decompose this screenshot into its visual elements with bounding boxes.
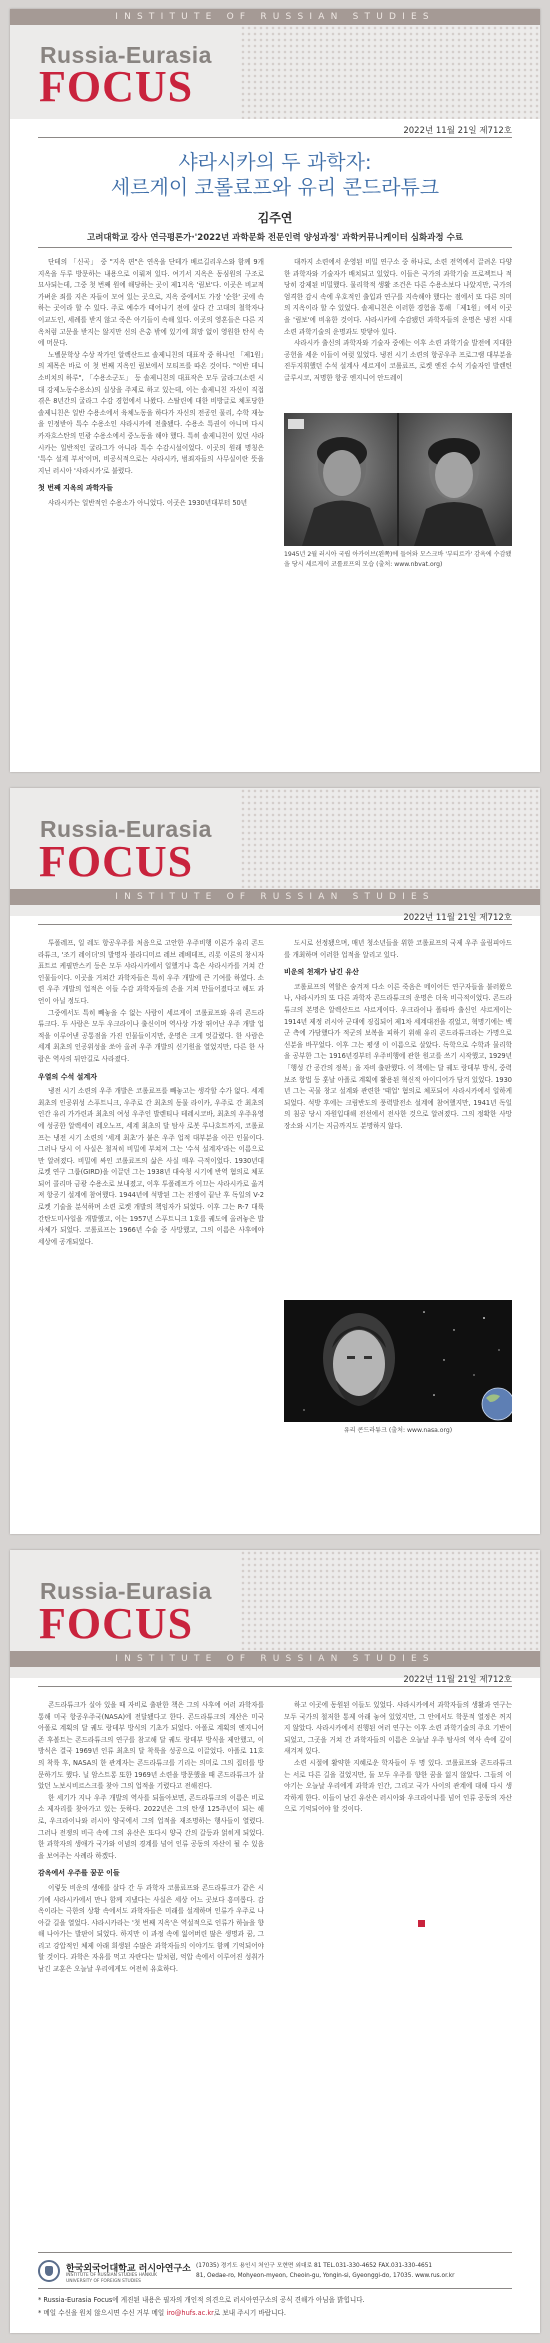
brand-russia-eurasia: Russia-Eurasia xyxy=(40,42,212,68)
section-heading: 감옥에서 우주를 꿈꾼 이들 xyxy=(38,1869,120,1878)
author-name: 김주연 xyxy=(257,211,293,225)
body-column-left xyxy=(38,257,264,755)
brand-focus: FOCUS xyxy=(39,62,194,111)
section-heading: 첫 번째 지옥의 과학자들 xyxy=(38,484,113,493)
institute-name: 한국외국어대학교 러시아연구소 xyxy=(66,2264,191,2274)
rule xyxy=(38,2288,512,2289)
paragraph: 하고 이곳에 동원된 이들도 있었다. 샤라시카에서 과학자들의 생활과 연구는 모두 국가의 철저한 통제 아래 놓여 있었지만, 그 안에서도 학문적 열정은 꺼지지 않았다. 샤라시카에서 진행된 여러 연구는 이후 소련 과학기술의 주요 기반이 되었고, 그곳을 거쳐 간 과학자들의 이름은 오늘날 우주 탐사의 역사 속에 깊이 새겨져 있다. xyxy=(284,1701,512,1756)
brand-focus: FOCUS xyxy=(39,1599,194,1648)
paragraph: 이렇듯 비운의 생애를 살다 간 두 과학자 코롤료프와 콘드라튜크가 같은 시기에 샤라시카에서 만나 함께 지냈다는 사실은 세상 어느 곳보다 흥미롭다. 감옥이라는 극한의 상황 속에서도 과학자들은 미래를 설계하며 인류가 우주로 나아갈 길을 열었다. 샤라시카라는 '첫 번째 지옥'은 역설적으로 인류가 하늘을 향해 나아가는 발판이 되었다. 하지만 이 과정 속에 잃어버린 많은 생명과 꿈, 그리고 강압적인 체제 아래 희생된 수많은 과학자들의 이야기도 함께 기억되어야 할 것이다. 과학은 자유를 먹고 자란다는 말처럼, 억압 속에서 이루어진 성취가 남긴 교훈은 오늘날 우리에게도 여전히 유효하다. xyxy=(38,1883,264,1974)
space-portrait-image xyxy=(284,1300,512,1422)
page-1 xyxy=(10,9,540,772)
paragraph: 도시로 선정됐으며, 매년 청소년들을 위한 코롤료프의 국제 우주 올림피아드를 개최하며 이러한 업적을 알리고 있다. xyxy=(284,939,512,959)
masthead-band: INSTITUTE OF RUSSIAN STUDIES xyxy=(10,1651,540,1667)
article-title-line2: 세르게이 코롤료프와 유리 콘드라튜크 xyxy=(110,175,440,199)
paragraph: 샤라시카 출신의 과학자와 기술자 중에는 이후 소련 과학기술 발전에 지대한 공헌을 세운 이들이 여럿 있었다. 냉전 시기 소련의 항공우주 프로그램 대부분을 진두지휘했던 수석 설계사 세르게이 코롤료프, 로켓 엔진 수석 기술자인 발렌틴 글루시코, 저명한 항공 엔지니어 안드레이 xyxy=(284,339,512,382)
page-3 xyxy=(10,1550,540,2333)
university-logo-icon xyxy=(38,2260,60,2282)
issue-date: 2022년 11월 21일 제712호 xyxy=(403,1675,512,1685)
unsubscribe-note xyxy=(38,2307,286,2317)
figure-caption: 유리 콘드라튜크 (출처: www.nasa.org) xyxy=(343,1427,453,1434)
body-column-right xyxy=(284,1700,512,1920)
rule xyxy=(38,1686,512,1687)
end-mark xyxy=(418,1920,425,1927)
paragraph: 투폴레프, 일 레도 항공우주를 처음으로 고안한 우주비행 이론가 유리 콘드라튜크, '조기 레이더'의 발명자 블라디미르 레브 레베데프, 리롯 이론의 창시자 표트르 케필만스키 등은 모두 샤라시카에서 일했거나 혹은 샤라시카를 거쳐 간 인물들이다. 이곳을 거쳐간 과학자들은 특히 우주 개발에 큰 기여를 하였다. 소련 우주 개발의 업적은 이들 수감 과학자들의 손을 거쳐 만들어졌다고 해도 과언이 아닐 정도다. xyxy=(38,939,264,1005)
unsubscribe-text-end: 로 보내 주시기 바랍니다. xyxy=(213,2309,286,2317)
masthead xyxy=(10,788,540,916)
page-2 xyxy=(10,788,540,1534)
world-map-dots xyxy=(240,25,540,119)
world-map-dots xyxy=(240,788,540,888)
brand-russia-eurasia: Russia-Eurasia xyxy=(40,816,212,842)
paragraph: 냉전 시기 소련의 우주 개발은 코롤료프를 빼놓고는 생각할 수가 없다. 세계 최초의 인공위성 스푸트니크, 우주로 간 최초의 동물 라이카, 우주로 간 최초의 인간 유리 가가린과 최초의 여성 우주인 발렌티나 테레시코바, 최초의 우주유영에 성공한 알렉세이 레오노프, 세계 최초의 달 탐사 로봇 루나호트까지, 코롤료프는 냉전 시기 소련의 '세계 최초'가 붙은 우주 업적 대부분을 이끈 인물이다. 그러나 당시 이 사실은 철저히 비밀에 부쳐져 그는 '수석 설계자'라는 이름으로만 알려졌다. 비밀에 싸인 코롤료프의 삶은 사실 매우 극적이었다. 1930년대 로켓 연구 그룹(GIRD)을 이끌던 그는 1938년 대숙청 시기에 반역 혐의로 체포되어 콜리마 금광 수용소로 보내졌고, 이후 투폴레프가 이끄는 샤라시카로 옮겨져 항공기 설계에 참여했다. 1944년에 석방된 그는 전쟁이 끝난 후 독일의 V-2 로켓 기술을 분석하며 소련 로켓 개발의 책임자가 되었다. 이후 그는 R-7 대륙간탄도미사일을 개발했고, 이는 1957년 스푸트니크 1호를 궤도에 올려놓은 발사체가 되었다. 코롤료프는 1966년 수술 중 사망했고, 그의 이름은 사후에야 세상에 공개되었다. xyxy=(38,1087,264,1246)
rule xyxy=(38,2252,512,2253)
address-ko: (17035) 경기도 용인시 처인구 모현면 외대로 81 TEL.031-330-4652 FAX.031-330-4651 xyxy=(196,2263,433,2269)
brand-focus: FOCUS xyxy=(39,837,194,886)
paragraph: 샤라시카는 일반적인 수용소가 아니었다. 이곳은 1930년대부터 50년 xyxy=(48,498,248,507)
paragraph: 노벨문학상 수상 작가인 알렉산드르 솔제니친의 대표작 중 하나인 「제1원」의 제목은 바로 이 첫 번째 지옥인 림보에서 모티프를 따온 것이다. "이반 데니소비치의 하루", 「수용소군도」 등 솔제니친의 대표작은 모두 굴라그(소련 시대 강제노동수용소)의 실상을 주제로 하고 있는데, 이는 솔제니친 자신이 직접 겪은 8년간의 굴라그 수감 경험에서 나왔다. 스탈린에 대한 비방글로 체포당한 솔제니친은 일반 수용소에서 육체노동을 하다가 자신의 전공인 물리, 수학 재능을 인정받아 특수 수용소인 샤라시카에 전출됐다. 수용소 특권이 아니며 다시 카자흐스탄의 민광 수용소에서 중노동을 해야 했다. 특히 솔제니친이 있던 샤라시카는 일반적인 굴라그가 아니라 특수 수감시설이었다. 이곳의 원래 명칭은 '특수 설계 부서'이며, 비공식적으로는 샤라시카, 범죄자들의 사무실이란 뜻을 지닌 러시아 '샤라시카'로 불렸다. xyxy=(38,350,264,475)
paragraph: 대까지 소련에서 운영된 비밀 연구소 중 하나로, 소련 전역에서 끌려온 다양한 과학자와 기술자가 배치되고 있었다. 이들은 국가의 과학기술 프로젝트나 적당히 강제된 비밀했다. 물리학적 생활 조건은 다른 수용소보다 나았지만, 국가의 엄격한 감시 속에 우호적인 출입과 연구를 지속해야 했다는 점에서 또 다른 의미의 지옥이라 할 수 있었다. 솔제니친은 이러한 경험을 통해 「제1원」에서 이곳을 '림보'에 비유한 것이다. 샤라시카에 수감됐던 과학자들의 운명은 냉전 시대 소련 과학기술의 운명과도 맞닿아 있다. xyxy=(284,258,512,336)
issue-date: 2022년 11월 21일 제712호 xyxy=(403,913,512,923)
disclaimer-note: * Russia-Eurasia Focus에 게진된 내용은 필자의 개인적 의견으로 러시아연구소의 공식 견해가 아님을 밝힙니다. xyxy=(38,2296,365,2304)
address-en: 81, Oedae-ro, Mohyeon-myeon, Cheoin-gu, Yongin-si, Gyeonggi-do, 17035. www.rus.or.kr xyxy=(196,2273,455,2279)
section-heading: 우열의 수석 설계자 xyxy=(38,1072,97,1081)
rule xyxy=(38,924,512,925)
author-affiliation: 고려대학교 강사 연극평론가·'2022년 과학문화 전문인력 양성과정' 과학커뮤니케이터 심화과정 수료 xyxy=(87,233,463,243)
body-column-left xyxy=(38,1700,264,2245)
paragraph: 코롤료프의 역할은 숨겨져 다소 이른 죽음은 메이어든 연구자들을 불러왔으나, 샤라시카의 또 다른 과학자 콘드라튜크의 운명은 더욱 비극적이었다. 콘드라튜크의 본명은 알렉산드르 샤르게이다. 우크라이나 폴타바 출신인 샤르게이는 1914년 제정 러시아 군대에 징집되어 제1차 세계대전을 겪었고, 혁명기에는 백군 측에 가담했다가 적군의 보복을 피하기 위해 유리 콘드라튜크라는 가명으로 신분을 바꾸었다. 이후 그는 평생 이 이름으로 살았다. 독학으로 수학과 물리학을 공부한 그는 1916년경부터 우주비행에 관한 원고를 쓰기 시작했고, 1929년 「행성 간 공간의 정복」을 자비 출판했다. 이 책에는 달 궤도 랑데부 방식, 중력 보조 항법 등 훗날 아폴로 계획에 활용된 혁신적 아이디어가 담겨 있었다. 1930년 그는 곡물 창고 설계와 관련한 '태업' 혐의로 체포되어 샤라시카에서 일하게 되었다. 석방 후에는 크림반도의 풍력발전소 설계에 참여했지만, 1941년 독일의 침공 당시 자원입대해 전선에서 전사한 것으로 알려졌다. 그의 정확한 사망 장소와 시기는 지금까지도 분명하지 않다. xyxy=(284,982,512,1130)
masthead-band: INSTITUTE OF RUSSIAN STUDIES xyxy=(10,889,540,905)
kondratyuk-space-illustration xyxy=(284,1300,512,1422)
rule xyxy=(38,247,512,248)
paragraph: 그중에서도 특히 빼놓을 수 없는 사람이 세르게이 코롤료프와 유리 콘드라튜크다. 두 사람은 모두 우크라이나 출신이며 역사상 가장 뛰어난 우주 개발 업적을 이루어낸 공통점을 가진 인물들이지만, 운명은 크게 엇갈렸다. 한 사람은 세계 최초의 인공위성을 쏘아 올려 우주 개발의 신기원을 열었지만, 다른 한 사람은 역사의 뒤안길로 사라졌다. xyxy=(38,1008,264,1063)
masthead-band: INSTITUTE OF RUSSIAN STUDIES xyxy=(10,9,540,25)
rule xyxy=(38,137,512,138)
paragraph: 한 세기가 지나 우주 개발의 역사를 되돌아보면, 콘드라튜크의 이름은 비로소 제자리를 찾아가고 있는 듯하다. 2022년은 그의 탄생 125주년이 되는 해로, 우크라이나와 러시아 양국에서 그의 업적을 재조명하는 행사들이 열렸다. 그러나 전쟁의 비극 속에 그의 유산은 또다시 양국 간의 갈등과 얽히게 되었다. 한 과학자의 생애가 국가와 이념의 경계를 넘어 인류 공동의 자산이 될 수 있음을 보여주는 사례라 하겠다. xyxy=(38,1793,264,1860)
paragraph: 단테의 「신곡」 중 "지옥 편"은 연옥을 단테가 베르길리우스와 함께 9개 지옥을 두루 방문하는 내용으로 이뤄져 있다. 여기서 지옥은 동심원의 구조로 묘사되는데, 그중 첫 번째 원에 해당하는 곳이 제1지옥 '림보'다. 이곳은 비교적 가벼운 죄를 지은 자들이 모여 있는 곳으로, 지옥 중에서도 가장 '순한' 곳에 속하는 곳이라 할 수 있다. 주로 예수가 태어나기 전에 살다 간 고대의 철학자나 이교도인, 세례를 받지 않고 죽은 아기들이 속해 있다. 이곳의 영혼들은 다른 지옥처럼 고문을 받지는 않지만 신의 은총 밖에 있기에 희망 없이 영원한 탄식 속에 머문다. xyxy=(38,258,264,348)
unsubscribe-text: * 메일 수신을 원치 않으시면 수신 거부 메일 xyxy=(38,2309,167,2317)
masthead xyxy=(10,9,540,119)
paragraph: 소련 시절에 활약한 지혜로운 학자들이 두 명 있다. 코롤료프와 콘드라튜크는 서로 다른 길을 걸었지만, 둘 모두 우주를 향한 꿈을 잃지 않았다. 그들의 이야기는 오늘날 우리에게 과학과 인간, 그리고 국가 사이의 관계에 대해 다시 생각하게 한다. 이들이 남긴 유산은 러시아와 우크라이나를 넘어 인류 공동의 자산으로 기억되어야 할 것이다. xyxy=(284,1758,512,1814)
article-title-line1: 샤라시카의 두 과학자: xyxy=(178,150,372,174)
institute-name-en: INSTITUTE OF RUSSIAN STUDIES HANKUK UNIVERSITY OF FOREIGN STUDIES xyxy=(66,2273,158,2284)
body-column-left xyxy=(38,938,264,1523)
masthead xyxy=(10,1550,540,1678)
brand-russia-eurasia: Russia-Eurasia xyxy=(40,1578,212,1604)
body-column-right xyxy=(284,257,512,409)
issue-date: 2022년 11월 21일 제712호 xyxy=(403,126,512,136)
mugshot-image xyxy=(284,413,512,546)
unsubscribe-email-link[interactable]: iro@hufs.ac.kr xyxy=(166,2309,214,2317)
figure-caption: 1945년 2월 러시아 국립 아카이브(왼쪽)에 들어와 모스크바 '부티르카' 감옥에 수감됐을 당시 세르게이 코롤료프의 모습 (출처: www.nbvat.org) xyxy=(284,551,512,568)
korolev-mugshot-photo xyxy=(284,413,512,546)
paragraph: 콘드라튜크가 실아 있을 때 자비로 출판한 책은 그의 사후에 여러 과학자를 통해 미국 항공우주국(NASA)에 전달됐다고 한다. 콘드라튜크의 계산은 미국 아폴로 계획의 달 궤도 랑데부 방식의 기초가 되었다. 아폴로 계획의 엔지니어 존 후볼트는 콘드라튜크의 연구를 참고해 달 궤도 랑데부 방식을 제안했고, 이 방식은 결국 1969년 인류 최초의 달 착륙을 성공으로 이끌었다. 아폴로 11호의 착륙 후, NASA의 한 관계자는 콘드라튜크를 기리는 의미로 그의 집터를 방문하기도 했다. 닐 암스트롱 또한 1969년 소련을 방문했을 때 콘드라튜크가 살았던 노보시비르스크를 찾아 그의 업적을 기렸다고 전해진다. xyxy=(38,1701,264,1791)
world-map-dots xyxy=(240,1550,540,1650)
body-column-right xyxy=(284,938,512,1294)
section-heading: 비운의 천재가 남긴 유산 xyxy=(284,968,359,977)
